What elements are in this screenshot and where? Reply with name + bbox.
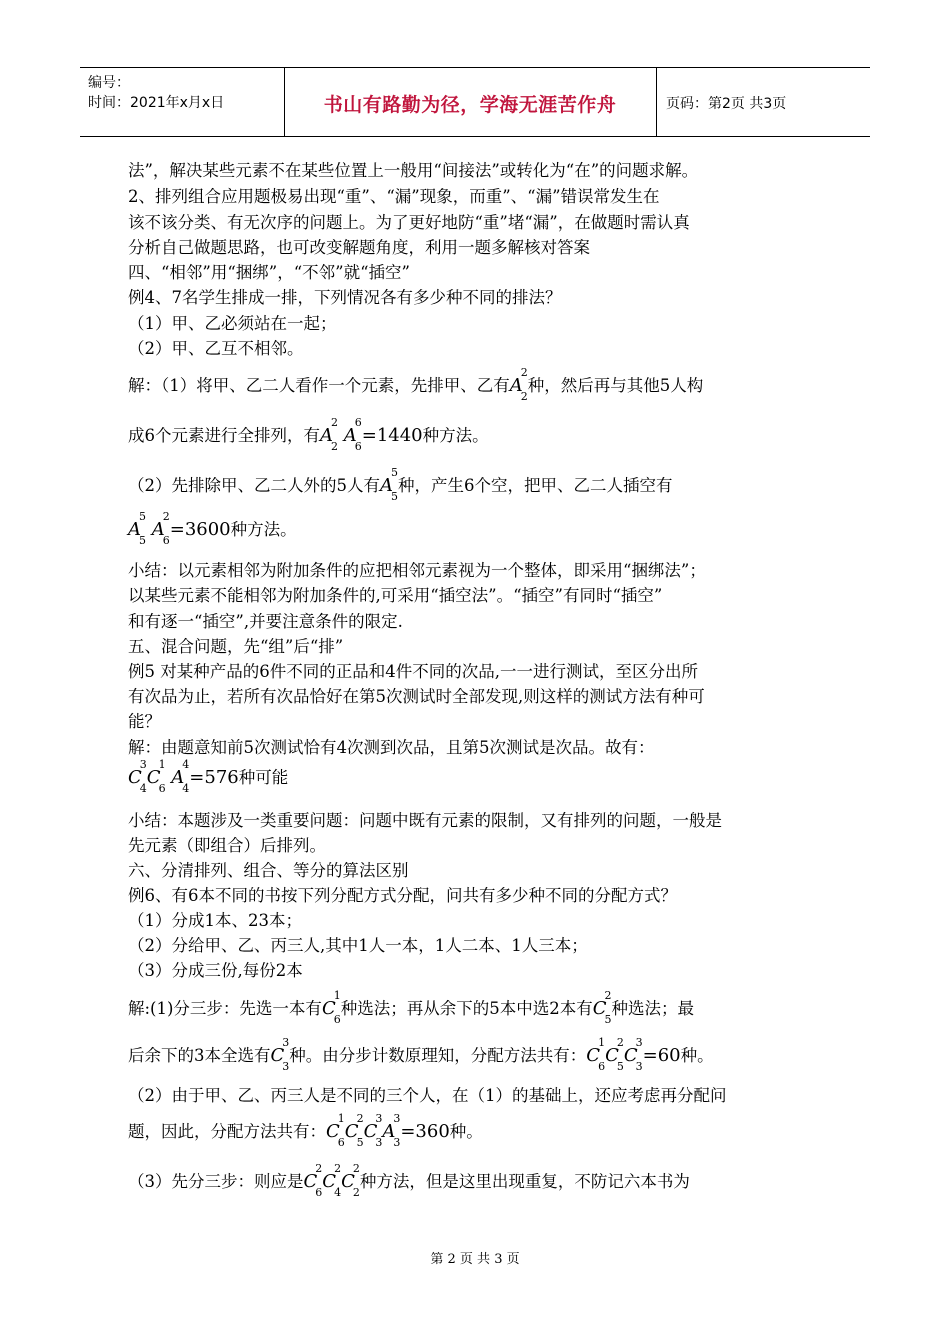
text-line: 有次品为止，若所有次品恰好在第5次测试时全部发现,则这样的测试方法有种可 — [128, 687, 705, 706]
formula-result: =3600 — [169, 519, 231, 540]
formula-result: =576 — [189, 767, 239, 788]
summary-line: 小结：本题涉及一类重要问题：问题中既有元素的限制，又有排列的问题，一般是 — [128, 811, 722, 830]
text-line: 能？ — [128, 712, 161, 731]
formula-result: =360 — [400, 1121, 450, 1142]
page-label: 页码：第2页 共3页 — [666, 96, 787, 112]
text-line — [128, 758, 289, 796]
motto: 书山有路勤为径，学海无涯苦作舟 — [323, 94, 617, 116]
example-heading: 例5 对某种产品的6件不同的正品和4件不同的次品,一一进行测试，至区分出所 — [128, 662, 698, 681]
formula: $A^2_2$ $A^6_6=1440$ — [320, 416, 423, 453]
formula: $A^2_2$ — [509, 366, 528, 403]
example-heading: 例6、有6本不同的书按下列分配方式分配，问共有多少种不同的分配方式？ — [128, 886, 677, 905]
text-span: 种方法，但是这里出现重复，不防记六本书为 — [359, 1172, 690, 1191]
formula: $C^2_6C^2_4C^2_2$ — [303, 1162, 360, 1199]
section-heading: 六、分清排列、组合、等分的算法区别 — [128, 861, 409, 880]
date-label: 时间：2021年x月x日 — [88, 95, 225, 111]
text-span: 种。由分步计数原理知，分配方法共有： — [289, 1046, 587, 1065]
formula: $A^5_5$ — [380, 466, 398, 503]
text-span: 解:(1)分三步：先选一本有 — [128, 999, 322, 1018]
text-span: （2）先排除甲、乙二人外的5人有 — [128, 476, 380, 495]
text-line: （1）分成1本、23本； — [128, 911, 302, 930]
text-line — [128, 1162, 690, 1200]
text-line: 和有逐一“插空”,并要注意条件的限定. — [128, 612, 403, 631]
formula: $C^1_6$ — [321, 989, 341, 1026]
example-heading: 例4、7名学生排成一排，下列情况各有多少种不同的排法？ — [128, 288, 562, 307]
text-line — [128, 466, 673, 504]
text-span: 种。 — [449, 1122, 483, 1141]
formula: $C^1_6C^2_5C^3_3=60$ — [586, 1036, 681, 1073]
text-span: 种，产生6个空，把甲、乙二人插空有 — [398, 476, 673, 495]
text-span: 成6个元素进行全排列，有 — [128, 426, 320, 445]
text-span: 种可能 — [238, 768, 289, 787]
summary-line: 小结：以元素相邻为附加条件的应把相邻元素视为一个整体，即采用“捆绑法”； — [128, 561, 706, 580]
text-line: （1）甲、乙必须站在一起； — [128, 314, 337, 333]
page-header — [80, 67, 870, 137]
text-line: 该不该分类、有无次序的问题上。为了更好地防“重”堵“漏”，在做题时需认真 — [128, 213, 690, 232]
formula: $A^5_5$ $A^2_6=3600$ — [128, 510, 231, 547]
text-line: 分析自己做题思路，也可改变解题角度，利用一题多解核对答案 — [128, 238, 590, 257]
text-span: 种方法。 — [422, 426, 489, 445]
text-line: （2）甲、乙互不相邻。 — [128, 339, 304, 358]
text-span: 种方法。 — [230, 520, 297, 539]
formula-result: =60 — [642, 1045, 681, 1066]
formula: $C^1_6C^2_5C^3_3A^3_3=360$ — [326, 1112, 450, 1149]
page-footer: 第 2 页 共 3 页 — [430, 1252, 520, 1267]
formula-result: =1440 — [361, 425, 423, 446]
text-line: 以某些元素不能相邻为附加条件的,可采用“插空法”。“插空”有同时“插空” — [128, 586, 663, 605]
text-span: 种。 — [680, 1046, 714, 1065]
text-line: （2）分给甲、乙、丙三人,其中1人一本，1人二本、1人三本； — [128, 936, 588, 955]
text-line — [128, 989, 694, 1027]
text-span: 后余下的3本全选有 — [128, 1046, 271, 1065]
header-motto-cell — [284, 68, 657, 136]
formula: $C^2_5$ — [592, 989, 612, 1026]
text-span: 题，因此，分配方法共有： — [128, 1122, 326, 1141]
text-line: （2）由于甲、乙、丙三人是不同的三个人，在（1）的基础上，还应考虑再分配问 — [128, 1086, 727, 1105]
text-line — [128, 366, 704, 404]
text-line — [128, 510, 297, 548]
formula: $C^3_3$ — [270, 1036, 290, 1073]
text-span: 种，然后再与其他5人构 — [527, 376, 704, 395]
header-meta-cell — [80, 68, 285, 136]
text-span: 种选法；再从余下的5本中选2本有 — [340, 999, 593, 1018]
text-line — [128, 1112, 483, 1150]
text-span: （3）先分三步：则应是 — [128, 1172, 304, 1191]
text-span: 解：（1）将甲、乙二人看作一个元素，先排甲、乙有 — [128, 376, 510, 395]
section-heading: 四、“相邻”用“捆绑”，“不邻”就“插空” — [128, 263, 410, 282]
text-span: 种选法；最 — [611, 999, 694, 1018]
header-page-cell — [656, 68, 870, 136]
text-line: （3）分成三份,每份2本 — [128, 961, 303, 980]
text-line: 先元素（即组合）后排列。 — [128, 836, 326, 855]
text-line: 2、排列组合应用题极易出现“重”、“漏”现象，而重”、“漏”错误常发生在 — [128, 187, 660, 206]
text-line: 解：由题意知前5次测试恰有4次测到次品，且第5次测试是次品。故有： — [128, 738, 655, 757]
text-line — [128, 1036, 714, 1074]
text-line: 法”，解决某些元素不在某些位置上一般用“间接法”或转化为“在”的问题求解。 — [128, 161, 699, 180]
section-heading: 五、混合问题，先“组”后“排” — [128, 637, 344, 656]
number-label: 编号： — [88, 75, 130, 91]
formula: $C^3_4C^1_6$ $A^4_4=576$ — [128, 758, 239, 795]
text-line — [128, 416, 489, 454]
